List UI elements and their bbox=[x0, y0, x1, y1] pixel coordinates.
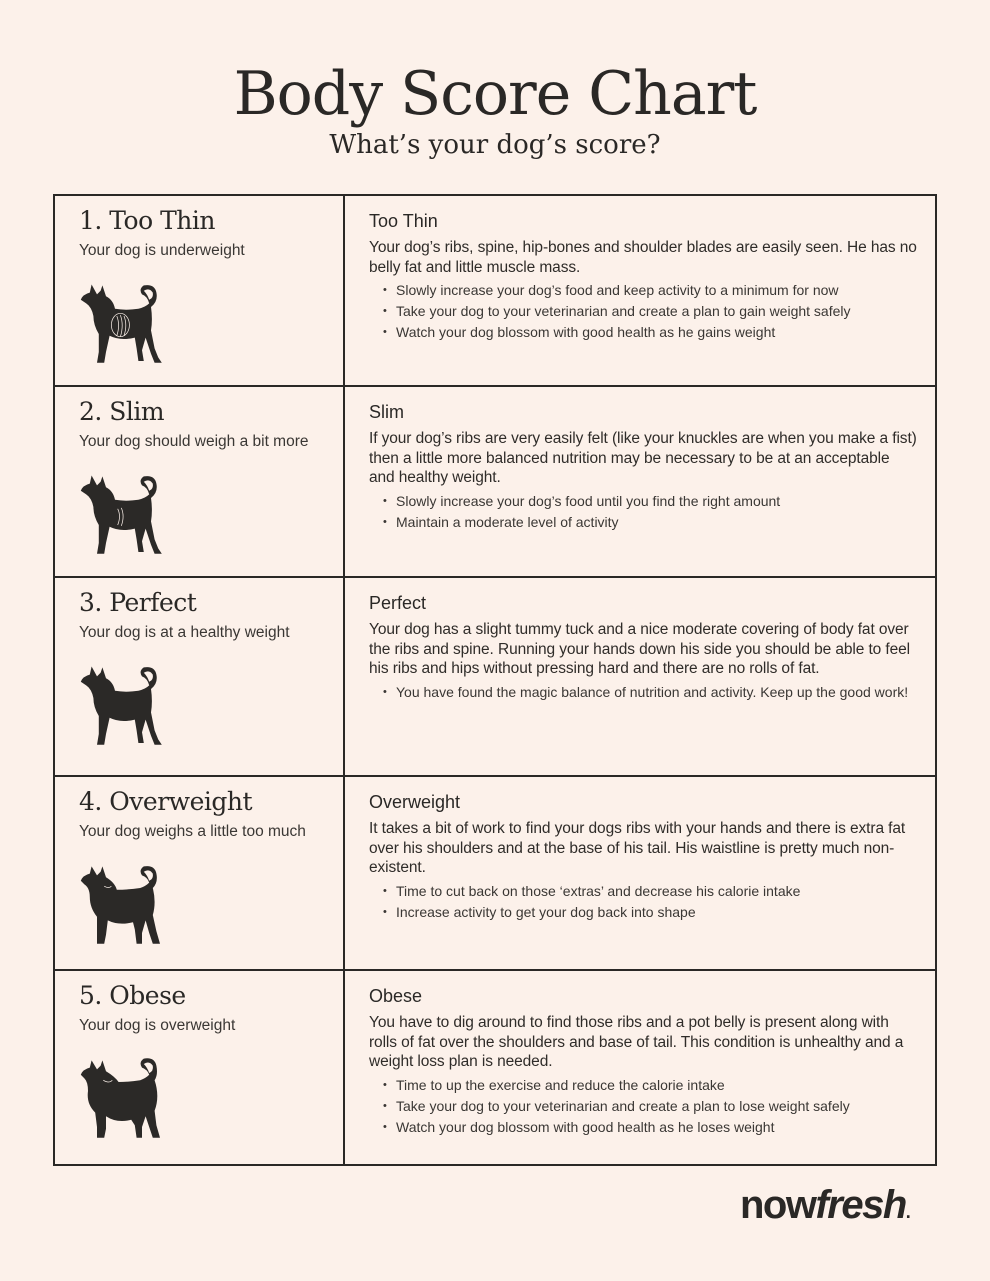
tip-item: • Watch your dog blossom with good health as he gains weight bbox=[383, 324, 917, 341]
tip-item: • Take your dog to your veterinarian and create a plan to gain weight safely bbox=[383, 303, 917, 320]
detail-heading: Obese bbox=[369, 986, 423, 1006]
slim-dog-icon bbox=[77, 471, 171, 561]
tip-item: • Time to up the exercise and reduce the calorie intake bbox=[383, 1077, 917, 1094]
score-subtitle: Your dog is underweight bbox=[79, 242, 245, 259]
tip-item: • Take your dog to your veterinarian and create a plan to lose weight safely bbox=[383, 1098, 917, 1115]
detail-heading: Slim bbox=[369, 402, 404, 422]
score-detail-cell bbox=[369, 387, 917, 535]
tips-list bbox=[369, 883, 917, 921]
score-detail-cell bbox=[369, 971, 917, 1140]
tips-list bbox=[369, 493, 917, 531]
detail-description: If your dog’s ribs are very easily felt (like your knuckles are when you make a fist) then a little more balanced nutrition may be necessary to be at an acceptable and healthy weight. bbox=[369, 430, 917, 487]
score-row-too-thin bbox=[55, 196, 935, 387]
page-title: Body Score Chart bbox=[233, 59, 757, 129]
logo-dot: . bbox=[905, 1202, 910, 1222]
score-subtitle: Your dog is at a healthy weight bbox=[79, 624, 290, 641]
score-title: 3. Perfect bbox=[79, 588, 197, 617]
score-title: 4. Overweight bbox=[79, 787, 253, 816]
tip-item: • You have found the magic balance of nutrition and activity. Keep up the good work! bbox=[383, 684, 917, 701]
score-row-overweight bbox=[55, 777, 935, 971]
nowfresh-logo bbox=[740, 1183, 909, 1228]
score-label-cell bbox=[55, 971, 345, 1164]
thin-dog-icon bbox=[77, 280, 171, 370]
score-detail-cell bbox=[369, 777, 917, 925]
tip-item: • Increase activity to get your dog back into shape bbox=[383, 904, 917, 921]
score-row-slim bbox=[55, 387, 935, 578]
score-row-obese bbox=[55, 971, 935, 1164]
detail-description: It takes a bit of work to find your dogs ribs with your hands and there is extra fat over his shoulders and at the base of his tail. His waistline is pretty much non-existent. bbox=[369, 820, 906, 877]
score-subtitle: Your dog should weigh a bit more bbox=[79, 433, 309, 450]
tip-item: • Slowly increase your dog’s food until you find the right amount bbox=[383, 493, 917, 510]
score-detail-cell bbox=[369, 196, 917, 345]
detail-description: Your dog’s ribs, spine, hip-bones and shoulder blades are easily seen. He has no belly fat and little muscle mass. bbox=[369, 239, 917, 276]
score-title: 2. Slim bbox=[79, 397, 165, 426]
body-score-table bbox=[53, 194, 937, 1166]
score-title: 1. Too Thin bbox=[79, 206, 215, 235]
tips-list bbox=[369, 282, 917, 341]
score-subtitle: Your dog weighs a little too much bbox=[79, 823, 306, 840]
detail-description: You have to dig around to find those ribs and a pot belly is present along with rolls of fat over the shoulders and base of tail. This condition is unhealthy and a weight loss plan is needed. bbox=[369, 1014, 904, 1071]
overweight-dog-icon bbox=[77, 861, 171, 951]
tip-item: • Maintain a moderate level of activity bbox=[383, 514, 917, 531]
score-label-cell bbox=[55, 578, 345, 775]
tips-list bbox=[369, 684, 917, 701]
score-label-cell bbox=[55, 777, 345, 969]
detail-heading: Too Thin bbox=[369, 211, 438, 231]
tip-item: • Slowly increase your dog’s food and keep activity to a minimum for now bbox=[383, 282, 917, 299]
score-title: 5. Obese bbox=[79, 981, 186, 1010]
score-label-cell bbox=[55, 387, 345, 576]
logo-fresh: fresh bbox=[815, 1183, 906, 1227]
perfect-dog-icon bbox=[77, 662, 171, 752]
page-subtitle: What’s your dog’s score? bbox=[329, 130, 661, 160]
detail-heading: Overweight bbox=[369, 792, 461, 812]
score-row-perfect bbox=[55, 578, 935, 777]
detail-description: Your dog has a slight tummy tuck and a nice moderate covering of body fat over the ribs and spine. Running your hands down his side you should be able to feel his ribs and hips without pressing hard and there are no rolls of fat. bbox=[369, 621, 910, 678]
score-label-cell bbox=[55, 196, 345, 385]
tip-item: • Time to cut back on those ‘extras’ and decrease his calorie intake bbox=[383, 883, 917, 900]
obese-dog-icon bbox=[77, 1055, 171, 1145]
score-detail-cell bbox=[369, 578, 917, 705]
detail-heading: Perfect bbox=[369, 593, 427, 613]
logo-now: now bbox=[740, 1183, 816, 1227]
score-subtitle: Your dog is overweight bbox=[79, 1017, 236, 1034]
tip-item: • Watch your dog blossom with good health as he loses weight bbox=[383, 1119, 917, 1136]
tips-list bbox=[369, 1077, 917, 1136]
